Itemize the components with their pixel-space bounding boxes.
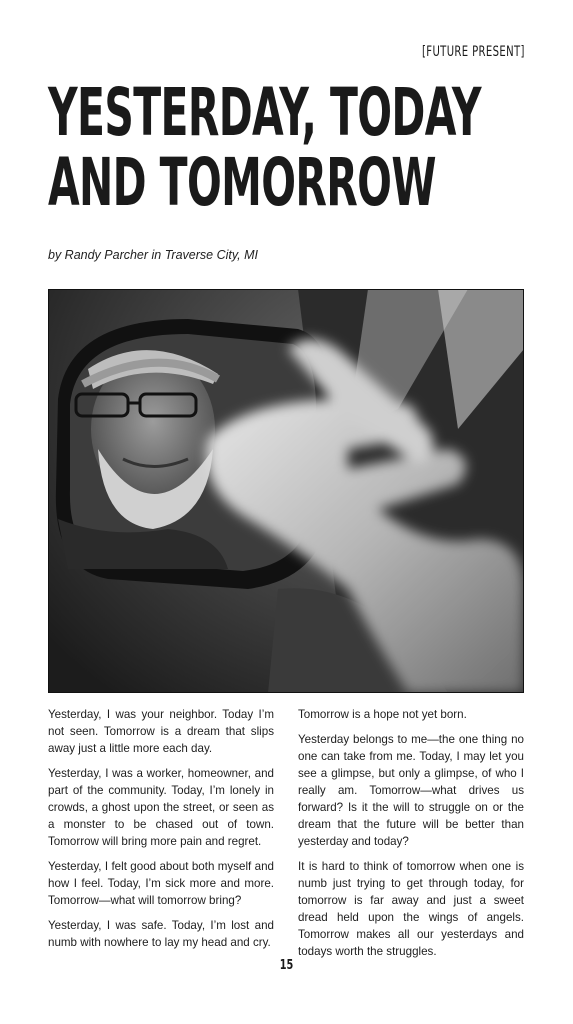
title-line-2: AND TOMORROW [48, 144, 436, 221]
page-number: 15 [279, 958, 294, 973]
paragraph: Yesterday, I was safe. Today, I’m lost and numb with nowhere to lay my head and cry. [48, 919, 274, 949]
article-photo [48, 289, 524, 693]
right-text-column [298, 706, 524, 968]
byline: by Randy Parcher in Traverse City, MI [48, 248, 259, 262]
article-title [48, 74, 481, 221]
left-text-column [48, 706, 274, 959]
paragraph: It is hard to think of tomorrow when one is numb just trying to get through today, for tomorrow is far away and just a sweet dread held upon the wings of angels. Tomorrow makes all our yesterdays and todays worth the struggles. [298, 860, 524, 958]
paragraph: Yesterday belongs to me—the one thing no one can take from me. Today, I may let you see a glimpse, but only a glimpse, of who I really am. Tomorrow—what drives us forward? Is it the will to struggle on or the dream that the future will be better than yesterday and today? [298, 733, 524, 848]
photo-mirror-reflection-peace-sign [48, 289, 524, 693]
paragraph: Yesterday, I was a worker, homeowner, and part of the community. Today, I’m lonely in crowds, a ghost upon the street, or seen as a monster to be chased out of town. Tomorrow will bring more pain and regret. [48, 767, 274, 848]
paragraph: Yesterday, I was your neighbor. Today I’m not seen. Tomorrow is a dream that slips away just a little more each day. [48, 708, 274, 755]
paragraph: Tomorrow is a hope not yet born. [298, 708, 467, 721]
paragraph: Yesterday, I felt good about both myself and how I feel. Today, I’m sick more and more. Tomorrow—what will tomorrow bring? [48, 860, 274, 907]
section-tag: [FUTURE PRESENT] [422, 44, 525, 60]
title-line-1: YESTERDAY, TODAY [48, 74, 481, 151]
